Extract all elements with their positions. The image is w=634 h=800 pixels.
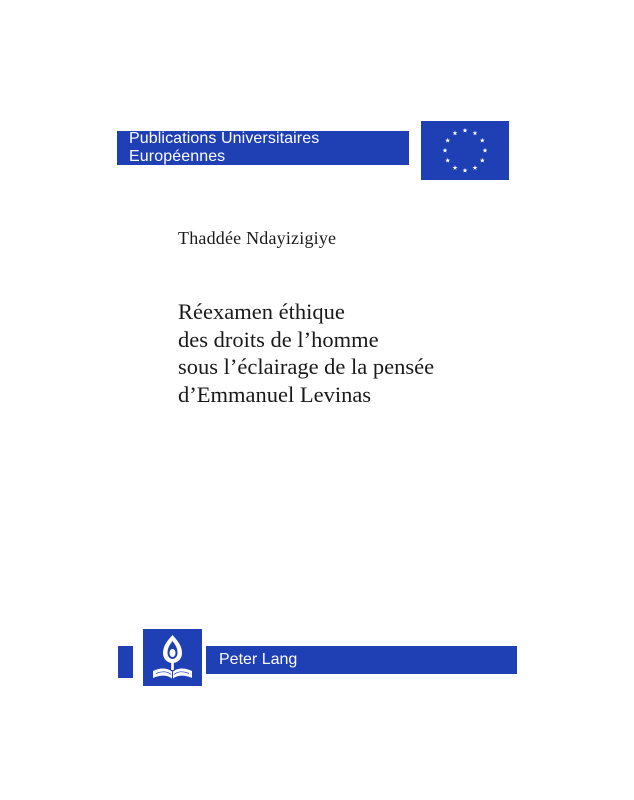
title-line: sous l’éclairage de la pensée [178, 354, 435, 379]
star-icon [463, 168, 468, 173]
star-icon [443, 148, 448, 153]
star-icon [445, 158, 450, 163]
star-icon [445, 138, 450, 143]
book-title [178, 298, 518, 408]
star-icon [453, 131, 458, 136]
star-icon [473, 131, 478, 136]
title-line: Réexamen éthique [178, 299, 345, 324]
publisher-name: Peter Lang [219, 651, 298, 668]
eu-flag-icon [421, 121, 509, 180]
title-line: d’Emmanuel Levinas [178, 381, 372, 407]
publisher-banner [206, 646, 517, 674]
star-icon [480, 158, 485, 163]
series-banner [117, 131, 409, 165]
peter-lang-logo-icon [143, 629, 202, 686]
star-icon [453, 165, 458, 170]
star-icon [480, 138, 485, 143]
publisher-side-block [118, 646, 133, 678]
star-icon [483, 148, 488, 153]
star-icon [473, 165, 478, 170]
star-icon [463, 128, 468, 133]
author-name: Thaddée Ndayizigiye [178, 228, 337, 248]
title-line: des droits de l’homme [178, 326, 379, 352]
series-label: Publications Universitaires Européennes [129, 130, 320, 165]
